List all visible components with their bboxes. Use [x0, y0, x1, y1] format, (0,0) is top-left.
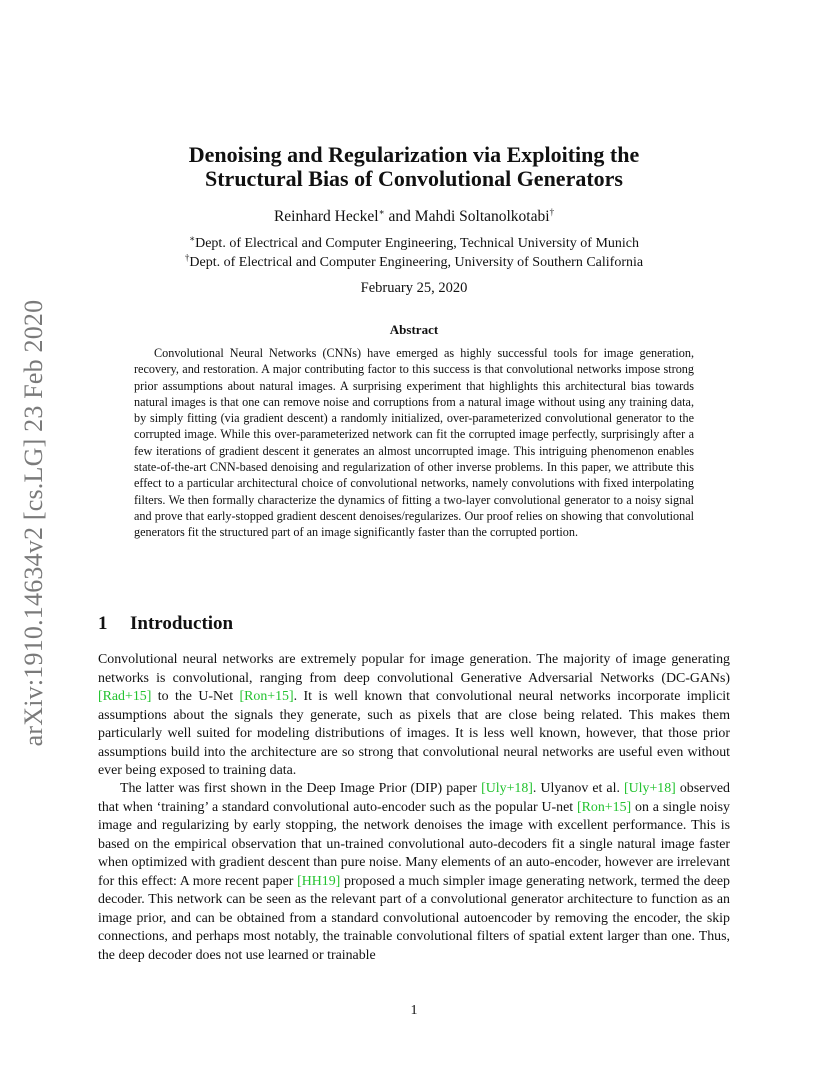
author-mark-1: ∗	[378, 206, 385, 217]
citation-link[interactable]: [HH19]	[297, 873, 341, 889]
arxiv-identifier: arXiv:1910.14634v2 [cs.LG] 23 Feb 2020	[19, 299, 48, 747]
author-list	[0, 208, 828, 226]
affiliation-text-2: Dept. of Electrical and Computer Engineering, University of Southern California	[189, 255, 644, 270]
text-run: . Ulyanov et al.	[532, 781, 624, 796]
text-run: to the U-Net	[151, 689, 240, 704]
text-run: Convolutional neural networks are extremely popular for image generation. The majority of image generating networks is convolutional, ranging from deep convolutional Generative Adversarial Networks (DC-GANs)	[98, 652, 730, 686]
text-run: on a single noisy image and regularizing by early stopping, the network denoises the image with excellent performance. This is based on the empirical observation that un-trained convolutional auto-decoders fit a single natural image faster when optimized with gradient descent than pure noise. Many elements of an auto-encoder, however are irrelevant for this effect: A more recent paper	[98, 799, 730, 889]
section-heading	[98, 613, 233, 635]
citation-link[interactable]: [Ron+15]	[239, 689, 294, 704]
page-number: 1	[410, 1003, 418, 1018]
affiliation-mark-2: †	[184, 252, 190, 263]
title-line-1: Denoising and Regularization via Exploiting the	[188, 142, 640, 167]
text-run: proposed a much simpler image generating network, termed the deep decoder. This network can be seen as the relevant part of a convolutional generator architecture to function as an image prior, and can be obtained from a standard convolutional autoencoder by removing the encoder, the skip connections, and perhaps most notably, the trainable convolutional filters of spatial extent larger than one. Thus, the deep decoder does not use learned or trainable	[98, 873, 730, 963]
intro-paragraph-2	[98, 780, 730, 965]
title-line-2: Structural Bias of Convolutional Generators	[205, 166, 623, 191]
author-conjunction: and	[384, 208, 415, 225]
affiliation-1	[0, 234, 828, 253]
author-mark-2: †	[549, 206, 555, 217]
text-run: . It is well known that convolutional neural networks incorporate implicit assumptions about the signals they generate, such as pixels that are close being related. This makes them particularly well suited for modeling distributions of images. It is less well known, however, that those prior assumptions build into the architecture are so strong that convolutional neural networks are useful even without ever being exposed to training data.	[98, 689, 730, 778]
abstract-heading: Abstract	[389, 322, 439, 337]
author-name-1: Reinhard Heckel	[273, 208, 379, 225]
paper-title	[0, 143, 828, 191]
arxiv-sidebar-stamp	[14, 286, 54, 760]
citation-link[interactable]: [Ron+15]	[577, 799, 632, 815]
abstract-text: Convolutional Neural Networks (CNNs) have emerged as highly successful tools for image generation, recovery, and restoration. A major contributing factor to this success is that convolutional networks impose strong prior assumptions about natural images. A surprising experiment that highlights this architectural bias towards natural images is that one can remove noise and corruptions from a natural image without using any training data, by simply fitting (via gradient descent) a randomly initialized, over-parameterized convolutional generator to the corrupted image. While this over-parameterized network can fit the corrupted image perfectly, surprisingly after a few iterations of gradient descent it generates an almost uncorrupted image. This intriguing phenomenon enables state-of-the-art CNN-based denoising and regularization of other inverse problems. In this paper, we attribute this effect to a particular architectural choice of convolutional networks, namely convolutions with fixed interpolating filters. We then formally characterize the dynamics of fitting a two-layer convolutional generator to a noisy signal and prove that early-stopped gradient descent denoises/regularizes. Our proof relies on showing that convolutional generators fit the structured part of an image significantly faster than the corrupted portion.	[134, 346, 694, 540]
affiliations	[0, 234, 828, 272]
affiliation-text-1: Dept. of Electrical and Computer Engineering, Technical University of Munich	[195, 236, 640, 251]
intro-paragraph-1	[98, 651, 730, 781]
affiliation-mark-1: ∗	[188, 233, 196, 244]
author-name-2: Mahdi Soltanolkotabi	[414, 208, 550, 225]
section-title: Introduction	[130, 613, 234, 634]
text-run: observed that when ‘training’ a standard convolutional auto-encoder such as the popular U-net	[98, 781, 730, 815]
affiliation-2	[0, 253, 828, 272]
citation-link[interactable]: [Uly+18]	[481, 781, 533, 796]
citation-link[interactable]: [Uly+18]	[623, 781, 676, 796]
text-run: The latter was first shown in the Deep Image Prior (DIP) paper	[120, 781, 482, 796]
section-number: 1	[98, 613, 108, 634]
publication-date: February 25, 2020	[360, 280, 468, 296]
citation-link[interactable]: [Rad+15]	[98, 689, 152, 704]
